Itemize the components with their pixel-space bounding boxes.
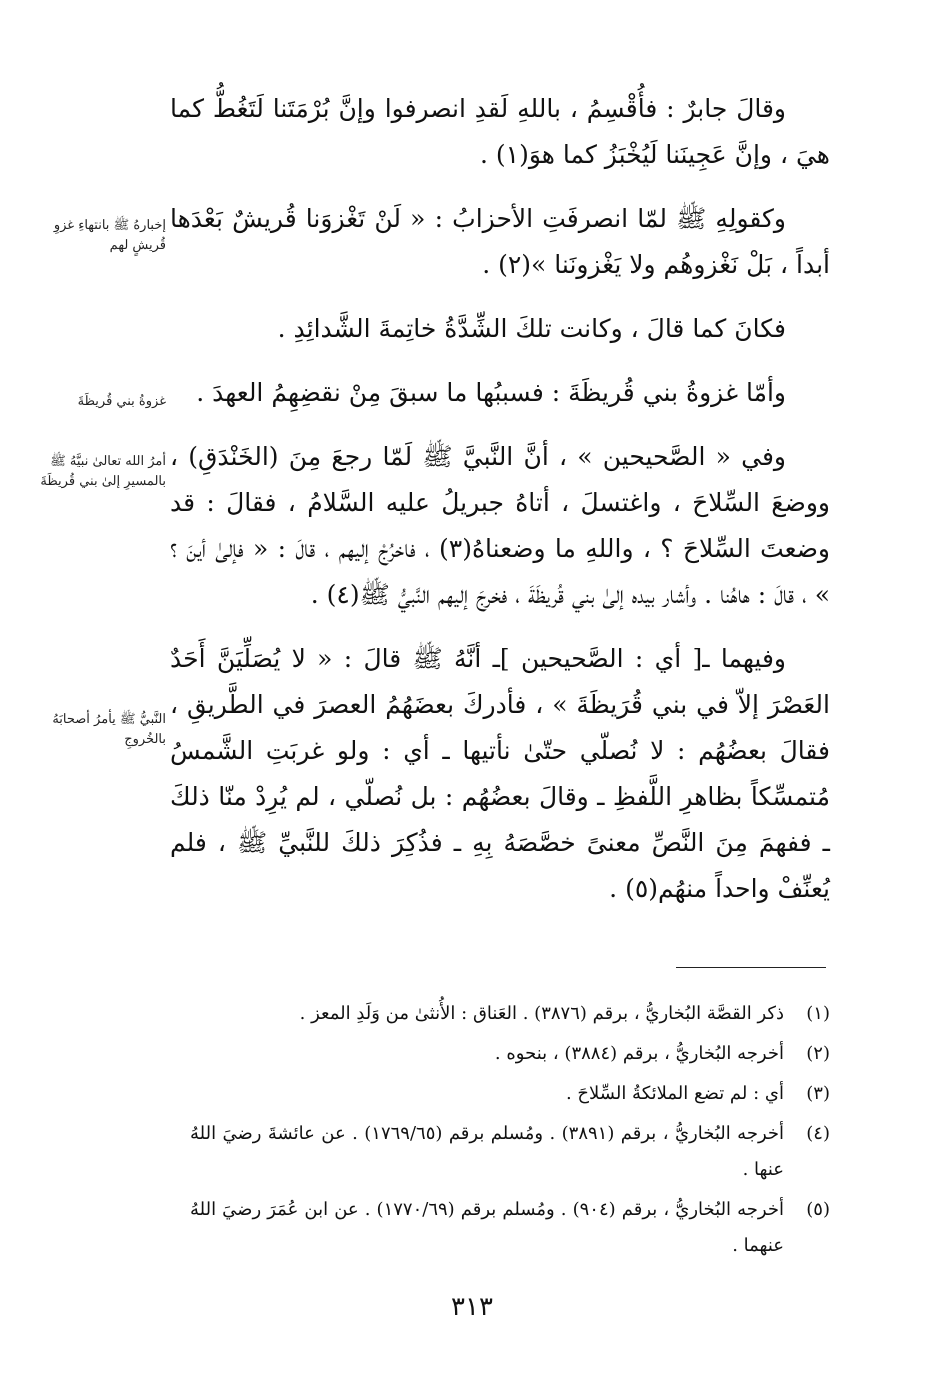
margin-note: أمرُ الله تعالىٰ نبيَّهُ ﷺ بالمسيرِ إلىٰ بني قُريظَةَ — [40, 454, 166, 489]
footnote — [190, 996, 830, 1032]
footnote — [190, 1076, 830, 1112]
footnote — [190, 1116, 830, 1188]
paragraph-shadaid: فكانَ كما قالَ ، وكانت تلكَ الشِّدَّةُ خاتِمةَ الشَّدائِدِ . — [277, 314, 786, 343]
footnote-text: أخرجه البُخاريُّ ، برقم (٣٨٨٤) ، بنحوه . — [494, 1043, 784, 1064]
margin-note: إخبارهُ ﷺ بانتهاءِ غزوِ قُريشٍ لهم — [53, 218, 166, 253]
footnote-number: (٤) — [806, 1123, 830, 1144]
footnote-text: ذكر القصَّة البُخاريُّ ، برقم (٣٨٧٦) . العَناق : الأُنثىٰ من وَلَدِ المعز . — [299, 1003, 784, 1024]
footnote-divider — [676, 967, 826, 968]
footnotes — [190, 996, 830, 1268]
paragraph-qurayza-cause: وأمّا غزوةُ بني قُريظَةَ : فسببُها ما سبقَ مِنْ نقضِهِمُ العهدَ . — [196, 378, 786, 407]
footnote-text: أخرجه البُخاريُّ ، برقم (٩٠٤) . ومُسلم برقم (١٧٧٠/٦٩) . عن ابن عُمَرَ رضيَ اللهُ عنهما . — [190, 1199, 784, 1256]
footnote-number: (٢) — [806, 1043, 830, 1064]
footnote — [190, 1192, 830, 1264]
paragraph-sahihayn-jibril: وفي « الصَّحيحين » ، أنَّ النَّبيَّ ﷺ لَمّا رجعَ مِنَ (الخَنْدَقِ) ، ووضعَ السِّلاحَ ، واغتسلَ ، أتاهُ جبريلُ عليه السَّلامُ ، فقالَ : قد وضعتَ السِّلاحَ ؟ ، واللهِ ما وضعناهُ(٣) ، فاخرُجْ إليهم ، قالَ : « فإلىٰ أينَ ؟ » ، قالَ : هاهُنا . وأشار بيده إلىٰ بني قُريظَةَ ، فخرجَ إليهم النَّبيُّ ﷺ(٤) . — [170, 442, 830, 609]
footnote-number: (٥) — [806, 1199, 830, 1220]
paragraph-ahzab: وكقولِهِ ﷺ لمّا انصرفَتِ الأحزابُ : « لَنْ تَغْزوَنا قُريشٌ بَعْدَها أبداً ، بَلْ نَغْزوهُم ولا يَغْزونَنا »(٢) . — [170, 204, 830, 279]
footnote — [190, 1036, 830, 1072]
main-text — [170, 86, 830, 930]
footnote-text: أي : لم تضع الملائكةُ السِّلاحَ . — [565, 1083, 784, 1104]
margin-note: النَّبيُّ ﷺ يأمرُ أصحابَهُ بالخُروجِ — [52, 712, 166, 747]
page-number: ٣١٣ — [451, 1292, 493, 1322]
footnote-number: (١) — [806, 1003, 830, 1024]
footnote-text: أخرجه البُخاريُّ ، برقم (٣٨٩١) . ومُسلم برقم (١٧٦٩/٦٥) . عن عائشةَ رضيَ اللهُ عنها . — [190, 1123, 785, 1180]
paragraph-asr-prayer: وفيهما ـ[ أي : الصَّحيحين ]ـ أنَّهُ ﷺ قالَ : « لا يُصَلِّيَنَّ أَحَدٌ العَصْرَ إلاّ في بني قُرَيظَةَ » ، فأدركَ بعضَهُمُ العصرَ في الطَّريقِ ، فقالَ بعضُهُم : لا نُصلّي حتّىٰ نأتيها ـ أي : ولو غربَتِ الشَّمسُ مُتمسِّكاً بظاهرِ اللَّفظِ ـ وقالَ بعضُهُم : بل نُصلّي ، لم يُرِدْ منّا ذلكَ ـ ففهمَ مِنَ النَّصِّ معنىً خصَّصَهُ بِهِ ـ فذُكِرَ ذلكَ للنَّبيِّ ﷺ ، فلم يُعنِّفْ واحداً منهُم(٥) . — [170, 644, 830, 903]
footnote-number: (٣) — [806, 1083, 830, 1104]
margin-note: غزوةُ بني قُريظَةَ — [77, 394, 166, 409]
paragraph-jabir: وقالَ جابرٌ : فأُقْسِمُ ، باللهِ لَقدِ انصرفوا وإنَّ بُرْمَتَنا لَتَغُطُّ كما هيَ ، وإنَّ عَجِينَنا لَيُخْبَزُ كما هوَ(١) . — [170, 94, 830, 169]
